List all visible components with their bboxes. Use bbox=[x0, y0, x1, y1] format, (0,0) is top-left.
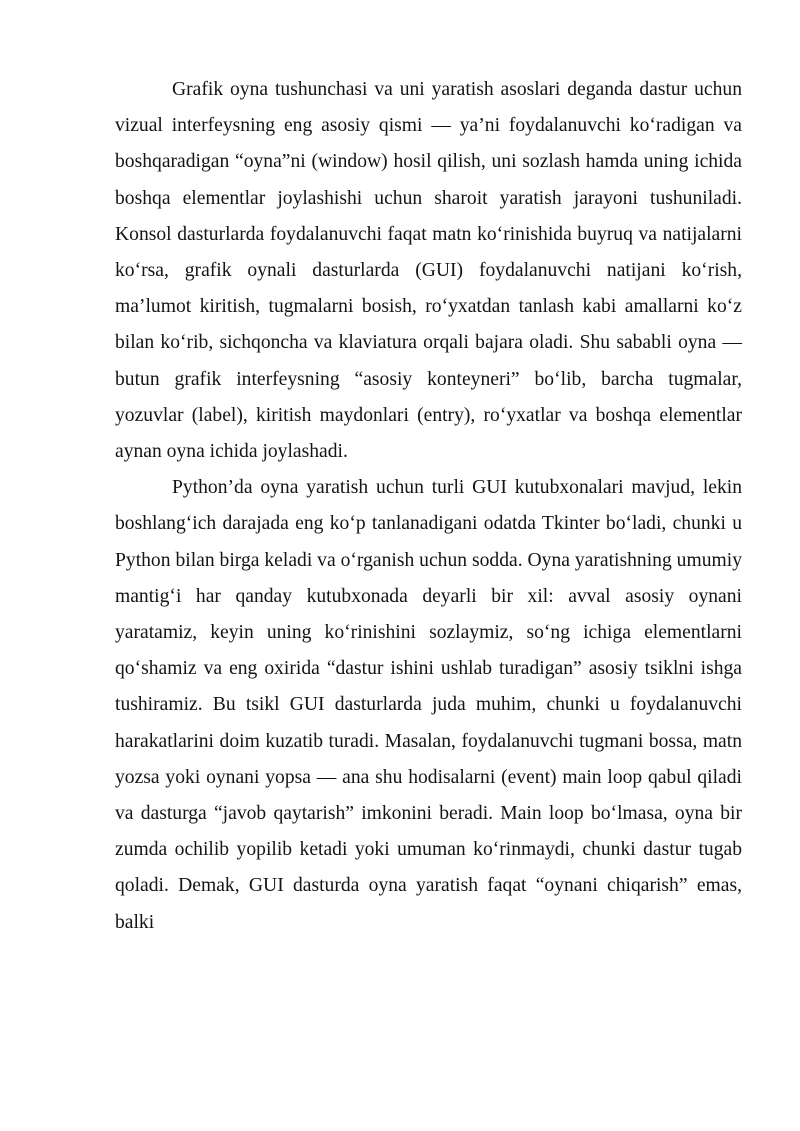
document-page bbox=[115, 72, 742, 941]
paragraph-grafik-oyna: Grafik oyna tushunchasi va uni yaratish asoslari deganda dastur uchun vizual interfeysning eng asosiy qismi — ya’ni foydalanuvchi ko‘radigan va boshqaradigan “oyna”ni (window) hosil qilish, uni sozlash hamda uning ichida boshqa elementlar joylashishi uchun sharoit yaratish jarayoni tushuniladi. Konsol dasturlarda foydalanuvchi faqat matn ko‘rinishida buyruq va natijalarni ko‘rsa, grafik oynali dasturlarda (GUI) foydalanuvchi natijani ko‘rish, ma’lumot kiritish, tugmalarni bosish, ro‘yxatdan tanlash kabi amallarni ko‘z bilan ko‘rib, sichqoncha va klaviatura orqali bajara oladi. Shu sababli oyna — butun grafik interfeysning “asosiy konteyneri” bo‘lib, barcha tugmalar, yozuvlar (label), kiritish maydonlari (entry), ro‘yxatlar va boshqa elementlar aynan oyna ichida joylashadi. bbox=[115, 79, 742, 463]
paragraph-python-oyna: Python’da oyna yaratish uchun turli GUI kutubxonalari mavjud, lekin boshlang‘ich darajada eng ko‘p tanlanadigani odatda Tkinter bo‘ladi, chunki u Python bilan birga keladi va o‘rganish uchun sodda. Oyna yaratishning umumiy mantig‘i har qanday kutubxonada deyarli bir xil: avval asosiy oynani yaratamiz, keyin uning ko‘rinishini sozlaymiz, so‘ng ichiga elementlarni qo‘shamiz va eng oxirida “dastur ishini ushlab turadigan” asosiy tsiklni ishga tushiramiz. Bu tsikl GUI dasturlarda juda muhim, chunki u foydalanuvchi harakatlarini doim kuzatib turadi. Masalan, foydalanuvchi tugmani bossa, matn yozsa yoki oynani yopsa — ana shu hodisalarni (event) main loop qabul qiladi va dasturga “javob qaytarish” imkonini beradi. Main loop bo‘lmasa, oyna bir zumda ochilib yopilib ketadi yoki umuman ko‘rinmaydi, chunki dastur tugab qoladi. Demak, GUI dasturda oyna yaratish faqat “oynani chiqarish” emas, balki bbox=[115, 477, 742, 933]
